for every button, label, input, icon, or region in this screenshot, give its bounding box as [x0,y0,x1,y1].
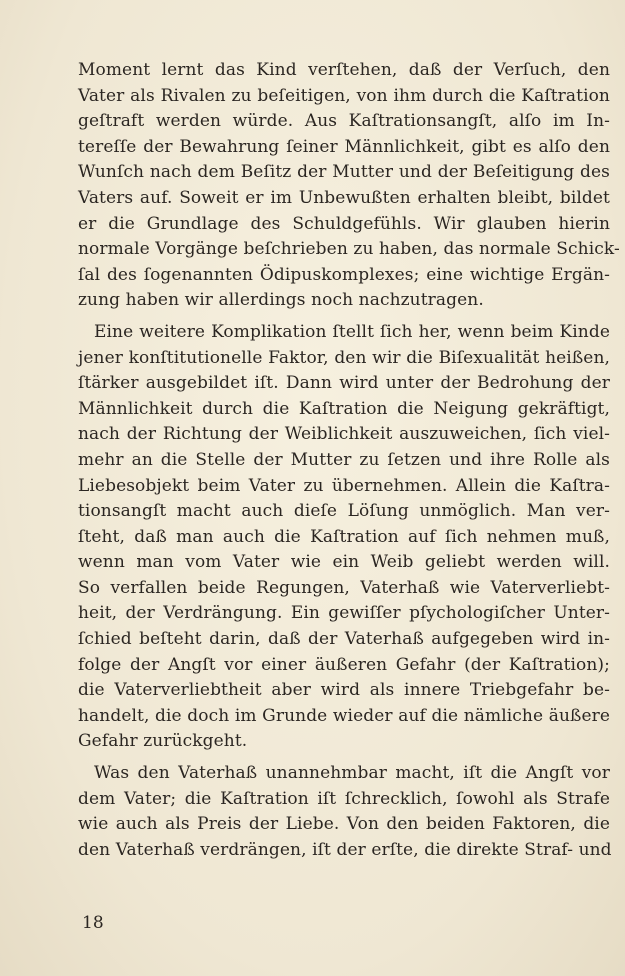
paragraph [78,58,620,314]
text-line: Eine weitere Komplikation ſtellt ſich her, wenn beim Kinde [94,321,610,342]
text-line: er die Grundlage des Schuldgefühls. Wir glauben hierin [78,213,610,234]
text-line: ſchied beſteht darin, daß der Vaterhaß aufgegeben wird in- [78,629,610,650]
body-text [78,58,620,863]
paragraph [78,320,610,755]
page-number: 18 [82,913,104,933]
text-line: wenn man vom Vater wie ein Weib geliebt werden will. [78,552,610,573]
text-line: geſtraft werden würde. Aus Kaſtrationsangſt, alſo im In- [78,111,610,132]
paragraph [78,761,610,863]
text-line: den Vaterhaß verdrängen, iſt der erſte, die direkte Straf- und [78,839,612,860]
text-line: heit, der Verdrängung. Ein gewiſſer pſychologiſcher Unter- [78,603,610,624]
text-line: wie auch als Preis der Liebe. Von den beiden Faktoren, die [78,814,610,835]
text-line: Was den Vaterhaß unannehmbar macht, iſt die Angſt vor [94,763,610,784]
text-line: Männlichkeit durch die Kaſtration die Neigung gekräftigt, [78,398,610,419]
text-line: Wunſch nach dem Beſitz der Mutter und der Beſeitigung des [78,162,610,183]
text-line: mehr an die Stelle der Mutter zu ſetzen und ihre Rolle als [78,449,610,470]
text-line: zung haben wir allerdings noch nachzutragen. [78,290,484,311]
text-line: tereſſe der Bewahrung ſeiner Männlichkeit, gibt es alſo den [78,136,610,157]
text-line: Vater als Rivalen zu beſeitigen, von ihm durch die Kaſtration [78,85,610,106]
text-line: ſteht, daß man auch die Kaſtration auf ſich nehmen muß, [78,526,610,547]
text-line: die Vaterverliebtheit aber wird als innere Triebgefahr be- [78,680,610,701]
text-line: ſtärker ausgebildet iſt. Dann wird unter der Bedrohung der [78,373,610,394]
text-line: folge der Angſt vor einer äußeren Gefahr (der Kaſtration); [78,654,610,675]
text-line: Vaters auf. Soweit er im Unbewußten erhalten bleibt, bildet [78,187,610,208]
text-line: jener konſtitutionelle Faktor, den wir die Biſexualität heißen, [78,347,610,368]
text-line: tionsangſt macht auch dieſe Löſung unmöglich. Man ver- [78,501,610,522]
text-line: dem Vater; die Kaſtration iſt ſchrecklich, ſowohl als Strafe [78,788,610,809]
text-line: nach der Richtung der Weiblichkeit auszuweichen, ſich viel- [78,424,610,445]
text-line: Moment lernt das Kind verſtehen, daß der Verſuch, den [78,60,610,80]
text-line: So verfallen beide Regungen, Vaterhaß wie Vaterverliebt- [78,577,610,598]
text-line: Liebesobjekt beim Vater zu übernehmen. Allein die Kaſtra- [78,475,610,496]
text-line: normale Vorgänge beſchrieben zu haben, das normale Schick- [78,239,620,260]
text-line: handelt, die doch im Grunde wieder auf die nämliche äußere [78,705,610,726]
text-line: ſal des ſogenannten Ödipuskomplexes; eine wichtige Ergän- [78,264,610,285]
text-line: Gefahr zurückgeht. [78,731,248,752]
